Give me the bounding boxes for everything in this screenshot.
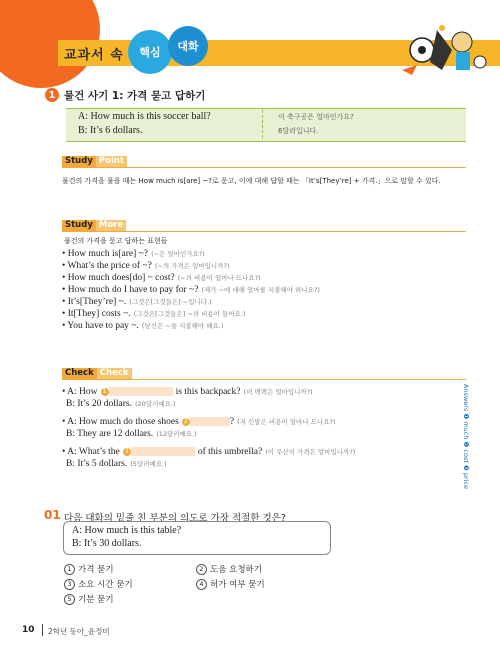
study-more-list — [62, 248, 320, 332]
study-point-text: 물건의 가격을 물을 때는 How much is[are] ~?로 묻고, 이에 대해 답할 때는 「It’s[They’re] + 가격.」으로 말할 수 있다. — [62, 177, 441, 185]
footer-divider — [42, 624, 43, 636]
page-number: 10 — [22, 625, 35, 635]
option-5[interactable]: 5 기분 묻기 — [64, 593, 114, 605]
list-item: • What’s the price of ~? (~의 가격은 얼마입니까?) — [62, 261, 230, 271]
study-point-label-b: Point — [96, 156, 127, 167]
footer-text: 2학년 동아_윤정미 — [48, 627, 110, 636]
option-1[interactable]: 1 가격 묻기 — [64, 563, 114, 575]
list-item: • How much does[do] ~ cost? (~의 비용이 얼마나 드나요?) — [62, 273, 261, 283]
check-item-1: • A: How 1 is this backpack? (이 백팩은 얼마입니까?) B: It’s 20 dollars. (20달러예요.) — [62, 387, 313, 409]
question-dialog-line-a: A: How much is this table? — [72, 525, 182, 536]
blank-number-badge: 2 — [182, 418, 190, 426]
list-item: • You have to pay ~. (당신은 ~을 지불해야 해요.) — [62, 321, 224, 331]
study-point-rule — [62, 167, 466, 168]
blank-number-badge: 3 — [123, 448, 131, 456]
dialog-line-a: A: How much is this soccer ball? — [78, 111, 211, 122]
answer-blank[interactable] — [190, 417, 230, 426]
header-bubble-dialog: 대화 — [168, 26, 208, 66]
list-item: • How much do I have to pay for ~? (제가 ~에 대해 얼마를 지불해야 하나요?) — [62, 285, 320, 295]
check-item-3: • A: What’s the 3 of this umbrella? (이 우산의 가격은 얼마입니까?) B: It’s 5 dollars. (5달러예요.) — [62, 447, 356, 469]
check-label-b: Check — [97, 368, 132, 379]
dialog-translation-a: 이 축구공은 얼마인가요? — [278, 113, 354, 121]
list-item: • It[They] costs ~. (그것은[그것들은] ~의 비용이 들어요.) — [62, 309, 246, 319]
list-item: • How much is[are] ~? (~은 얼마인가요?) — [62, 249, 205, 259]
check-label — [62, 368, 132, 379]
check-label-a: Check — [62, 368, 97, 379]
header-bubble-core: 핵심 — [128, 30, 172, 74]
study-point-label-a: Study — [62, 156, 96, 167]
study-point-label — [62, 156, 127, 167]
study-more-label-a: Study — [62, 220, 96, 231]
header-illustration — [392, 20, 492, 78]
dialog-divider — [262, 110, 264, 138]
study-more-label-b: More — [96, 220, 126, 231]
study-more-rule — [62, 231, 466, 232]
study-more-label — [62, 220, 126, 231]
dialog-line-b: B: It’s 6 dollars. — [78, 125, 143, 136]
option-2[interactable]: 2 도움 요청하기 — [196, 563, 262, 575]
header-title: 교과서 속 — [64, 48, 124, 63]
question-number: 01 — [44, 508, 61, 522]
option-4[interactable]: 4 허가 여부 묻기 — [196, 578, 265, 590]
option-3[interactable]: 3 소요 시간 묻기 — [64, 578, 133, 590]
check-rule — [62, 379, 466, 380]
check-item-2: • A: How much do those shoes 2 ? (저 신발은 비용이 얼마나 드나요?) B: They are 12 dollars. (12달러예요.) — [62, 417, 336, 439]
blank-number-badge: 1 — [101, 388, 109, 396]
answer-blank[interactable] — [109, 387, 173, 396]
answers-sidebar — [456, 384, 470, 490]
question-text: 다음 대화의 밑줄 친 부분의 의도로 가장 적절한 것은? — [64, 513, 286, 524]
study-more-intro: 물건의 가격을 묻고 답하는 표현들 — [64, 237, 168, 245]
answers-text: Answers ❶ much ❷ cost ❸ price — [462, 384, 470, 490]
question-dialog-line-b: B: It’s 30 dollars. — [72, 538, 142, 549]
section-title: 물건 사기 1: 가격 묻고 답하기 — [64, 90, 206, 102]
dialog-translation-b: 6달러입니다. — [278, 127, 319, 135]
section-number-badge: 1 — [45, 88, 59, 102]
answer-blank[interactable] — [131, 447, 195, 456]
list-item: • It’s[They’re] ~. (그것은[그것들은] ~입니다.) — [62, 297, 212, 307]
